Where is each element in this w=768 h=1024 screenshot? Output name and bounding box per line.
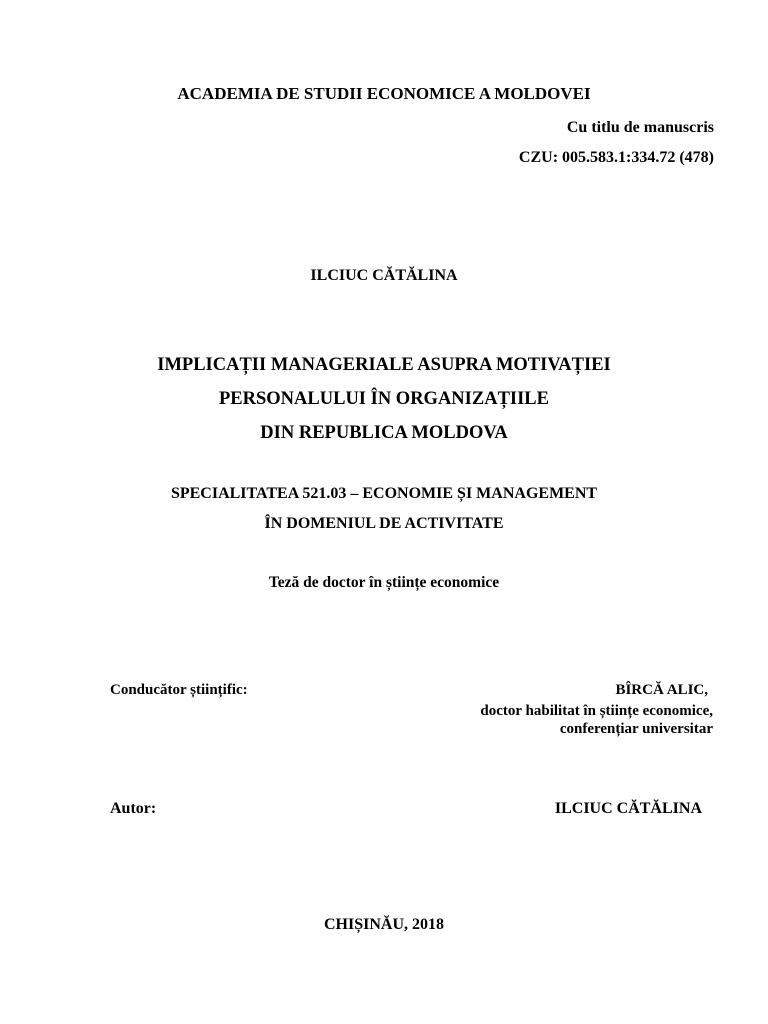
thesis-title-line-1: IMPLICAȚII MANAGERIALE ASUPRA MOTIVAȚIEI [157, 355, 611, 375]
author-label: Autor: [110, 800, 157, 817]
specialty-line-2: ÎN DOMENIUL DE ACTIVITATE [264, 515, 504, 532]
supervisor-label: Conducător științific: [110, 682, 248, 698]
supervisor-degree: doctor habilitat în științe economice, [480, 703, 713, 719]
author-name-heading: ILCIUC CĂTĂLINA [310, 267, 458, 284]
thesis-title-line-3: DIN REPUBLICA MOLDOVA [260, 423, 508, 443]
manuscript-note: Cu titlu de manuscris [566, 119, 714, 136]
supervisor-rank: conferențiar universitar [559, 721, 713, 737]
czu-code: CZU: 005.583.1:334.72 (478) [518, 149, 714, 166]
author-name: ILCIUC CĂTĂLINA [554, 800, 702, 817]
supervisor-name: BÎRCĂ ALIC, [615, 682, 708, 698]
specialty-line-1: SPECIALITATEA 521.03 – ECONOMIE ȘI MANAGEMENT [170, 485, 598, 502]
thesis-title-line-2: PERSONALULUI ÎN ORGANIZAȚIILE [219, 389, 549, 409]
place-year: CHIȘINĂU, 2018 [323, 916, 444, 933]
thesis-type: Teză de doctor în științe economice [268, 574, 500, 591]
institution-name: ACADEMIA DE STUDII ECONOMICE A MOLDOVEI [177, 84, 591, 103]
